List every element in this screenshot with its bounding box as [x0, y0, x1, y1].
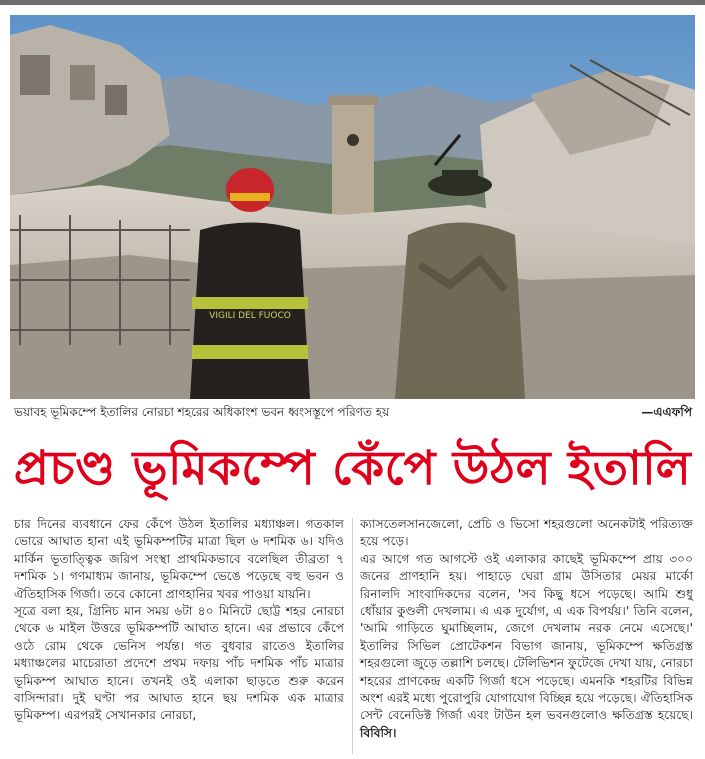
headline: প্রচণ্ড ভূমিকম্পে কেঁপে উঠল ইতালি [13, 441, 692, 496]
news-photo [10, 15, 695, 399]
article-paragraph [360, 551, 693, 742]
article-paragraph-text: এর আগে গত আগস্টে ওই এলাকার কাছেই ভূমিকম্পে প্রায় ৩০০ জনের প্রাণহানি হয়। পাহাড়ে ঘেরা গ্রাম উসিতার মেয়র মার্কো রিনালদি সাংবাদিকদের বলেন, 'সব কিছু ধসে পড়েছে। আমি শুধু ধোঁয়ার কুণ্ডলী দেখলাম। এ এক দুর্যোগ, এ এক বিপর্যয়।' তিনি বলেন, 'আমি গাড়িতে ঘুমাচ্ছিলাম, জেগে দেখলাম নরক নেমে এসেছে।' ইতালির সিভিল প্রোটেকশন বিভাগ জানায়, ভূমিকম্পে ক্ষতিগ্রস্ত শহরগুলো জুড়ে তল্লাশি চলছে। টেলিভিশন ফুটেজে দেখা যায়, নোরচা শহরের প্রাণকেন্দ্র একটি গির্জা ধসে পড়েছে। এমনকি শহরটির বিভিন্ন অংশ এরই মধ্যে পুরোপুরি যোগাযোগ বিচ্ছিন্ন হয়ে পড়েছে। ঐতিহাসিক সেন্ট বেনেডিক্ট গির্জা এবং টাউন হল ভবনগুলোও ক্ষতিগ্রস্ত হয়েছে। [360, 551, 693, 723]
source-tag: বিবিসি। [360, 725, 397, 740]
photo-caption-row [14, 402, 692, 422]
column-divider [352, 518, 353, 754]
photo-caption: ভয়াবহ ভূমিকম্পে ইতালির নোরচা শহরের অধিকাংশ ভবন ধ্বংসস্তূপে পরিণত হয় [14, 405, 390, 419]
article-paragraph: ক্যাসতেলসানজেলো, প্রেচি ও ভিসো শহরগুলো অনেকটাই পরিত্যক্ত হয়ে পড়ে। [360, 517, 693, 549]
top-rule [0, 0, 705, 5]
article-column-left [14, 516, 344, 725]
article-paragraph: সূত্রে বলা হয়, গ্রিনিচ মান সময় ৬টা ৪০ মিনিটে ছোট্ট শহর নোরচা থেকে ৬ মাইল উত্তরে ভূমিকম্পটি আঘাত হানে। এর প্রভাবে কেঁপে ওঠে রোম থেকে ভেনিস পর্যন্ত। গত বুধবার রাতেও ইতালির মধ্যাঞ্চলের মাচেরাতা প্রদেশে প্রথম দফায় পাঁচ দশমিক পাঁচ মাত্রার ভূমিকম্প আঘাত হানে। তখনই ওই এলাকা ছাড়তে শুরু করেন বাসিন্দারা। দুই ঘণ্টা পর আঘাত হানে ছয় দশমিক এক মাত্রার ভূমিকম্প। এরপরই সেখানকার নোরচা, [14, 604, 344, 723]
article-column-right [360, 516, 693, 742]
jacket-text: VIGILI DEL FUOCO [209, 311, 291, 321]
photo-credit: —এএফপি [641, 405, 692, 419]
article-paragraph: চার দিনের ব্যবধানে ফের কেঁপে উঠল ইতালির মধ্যাঞ্চল। গতকাল ভোরে আঘাত হানা এই ভূমিকম্পটির মাত্রা ছিল ৬ দশমিক ৬। যদিও মার্কিন ভূতাত্ত্বিক জরিপ সংস্থা প্রাথমিকভাবে বলেছিল তীব্রতা ৭ দশমিক ১। গণমাধ্যম জানায়, ভূমিকম্পে ভেঙে পড়েছে বহু ভবন ও ঐতিহাসিক গির্জা। তবে কোনো প্রাণহানির খবর পাওয়া যায়নি। [14, 517, 344, 601]
